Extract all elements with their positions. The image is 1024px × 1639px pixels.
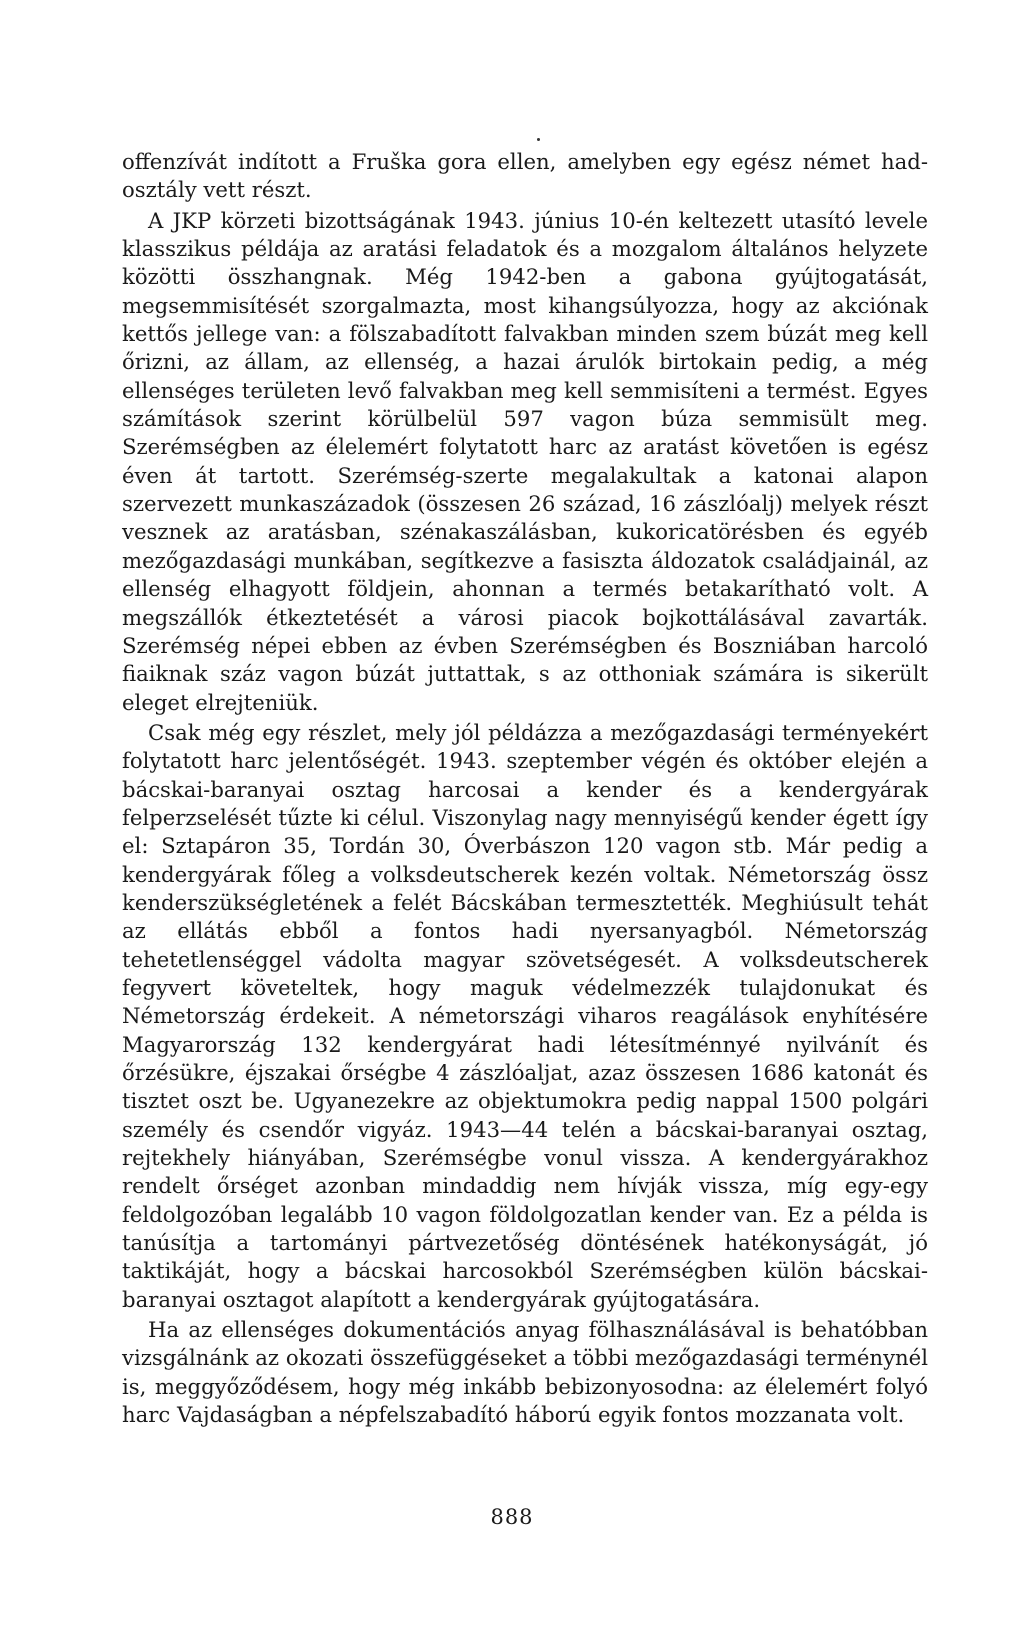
paragraph-hemp-factories: Csak még egy részlet, mely jól példázza a mezőgazdasági terményekért folytatott harc jelentőségét. 1943. szeptember végén és október elején a bácskai-baranyai osztag harcosai a kender és a kendergyárak felperzselését tűzte ki célul. Viszonylag nagy mennyiségű kender égett így el: Sztapáron 35, Tordán 30, Óverbászon 120 vagon stb. Már pedig a kendergyárak főleg a volksdeutscherek kezén voltak. Németország össz kenderszükségletének a felét Bácskában termesztették. Meghiúsult tehát az ellátás ebből a fontos hadi nyersanyagból. Németország tehetetlenséggel vádolta magyar szövetségesét. A volksdeutscherek fegyvert követeltek, hogy maguk védelmezzék tulajdonukat és Németország érdekeit. A németországi viharos reagálások enyhítésére Magyarország 132 kendergyárat hadi létesítménnyé nyilvánít és őrzésükre, éjszakai őrségbe 4 zászlóaljat, azaz összesen 1686 katonát és tisztet oszt be. Ugyanezekre az objektumokra pedig nappal 1500 polgári személy és csendőr vigyáz. 1943—44 telén a bácskai-baranyai osztag, rejtekhely hiányában, Szerémségbe vonul vissza. A kendergyárakhoz rendelt őrséget azonban mindaddig nem hívják vissza, míg egy-egy feldolgozóban legalább 10 vagon földolgozatlan kender van. Ez a példa is tanúsítja a tartományi pártvezetőség döntésének hatékonyságát, jó taktikáját, hogy a bácskai harcosokból Szerémségben külön bácskai-baranyai osztagot alapított a kendergyárak gyújtogatására. bbox=[122, 719, 928, 1312]
paragraph-jkp-letter: A JKP körzeti bizottságának 1943. június 10-én keltezett utasító levele klasszikus példája az aratási feladatok és a mozgalom általános helyzete közötti összhangnak. Még 1942-ben a gabona gyújtogatását, megsemmisítését szorgalmazta, most kihangsúlyozza, hogy az akciónak kettős jellege van: a fölszabadított falvakban minden szem búzát meg kell őrizni, az állam, az ellenség, a hazai árulók birtokain pedig, a még ellenséges területen levő falvakban meg kell semmisíteni a termést. Egyes számítások szerint körülbelül 597 vagon búza semmisült meg. Szerémségben az élelemért folytatott harc az aratást követően is egész éven át tartott. Szerémség-szerte megalakultak a katonai alapon szervezett munkaszázadok (összesen 26 század, 16 zászlóalj) melyek részt vesznek az aratásban, szénakaszálásban, kukoricatörésben és egyéb mezőgazdasági munkában, segítkezve a fasiszta áldozatok családjainál, az ellenség elhagyott földjein, ahonnan a termés betakarítható volt. A megszállók étkeztetését a városi piacok bojkottálásával zavarták. Szerémség népei ebben az évben Szerémségben és Boszniában harcoló fiaiknak száz vagon búzát juttattak, s az otthoniak számára is sikerült eleget elrejteniük. bbox=[122, 207, 928, 715]
paragraph-conclusion: Ha az ellenséges dokumentációs anyag fölhasználásával is behatóbban vizsgálnánk az okozati összefüggéseket a többi mezőgazdasági terménynél is, meggyőződésem, hogy még inkább bebizonyosodna: az élelemért folyó harc Vajdaságban a népfelszabadító háború egyik fontos mozzanata volt. bbox=[122, 1317, 928, 1428]
print-speck bbox=[537, 138, 540, 141]
body-text bbox=[122, 148, 928, 1429]
page-number: 888 bbox=[490, 1505, 534, 1529]
paragraph-continuation: offenzívát indított a Fruška gora ellen, amelyben egy egész német had-osztály vett részt. bbox=[122, 149, 928, 203]
